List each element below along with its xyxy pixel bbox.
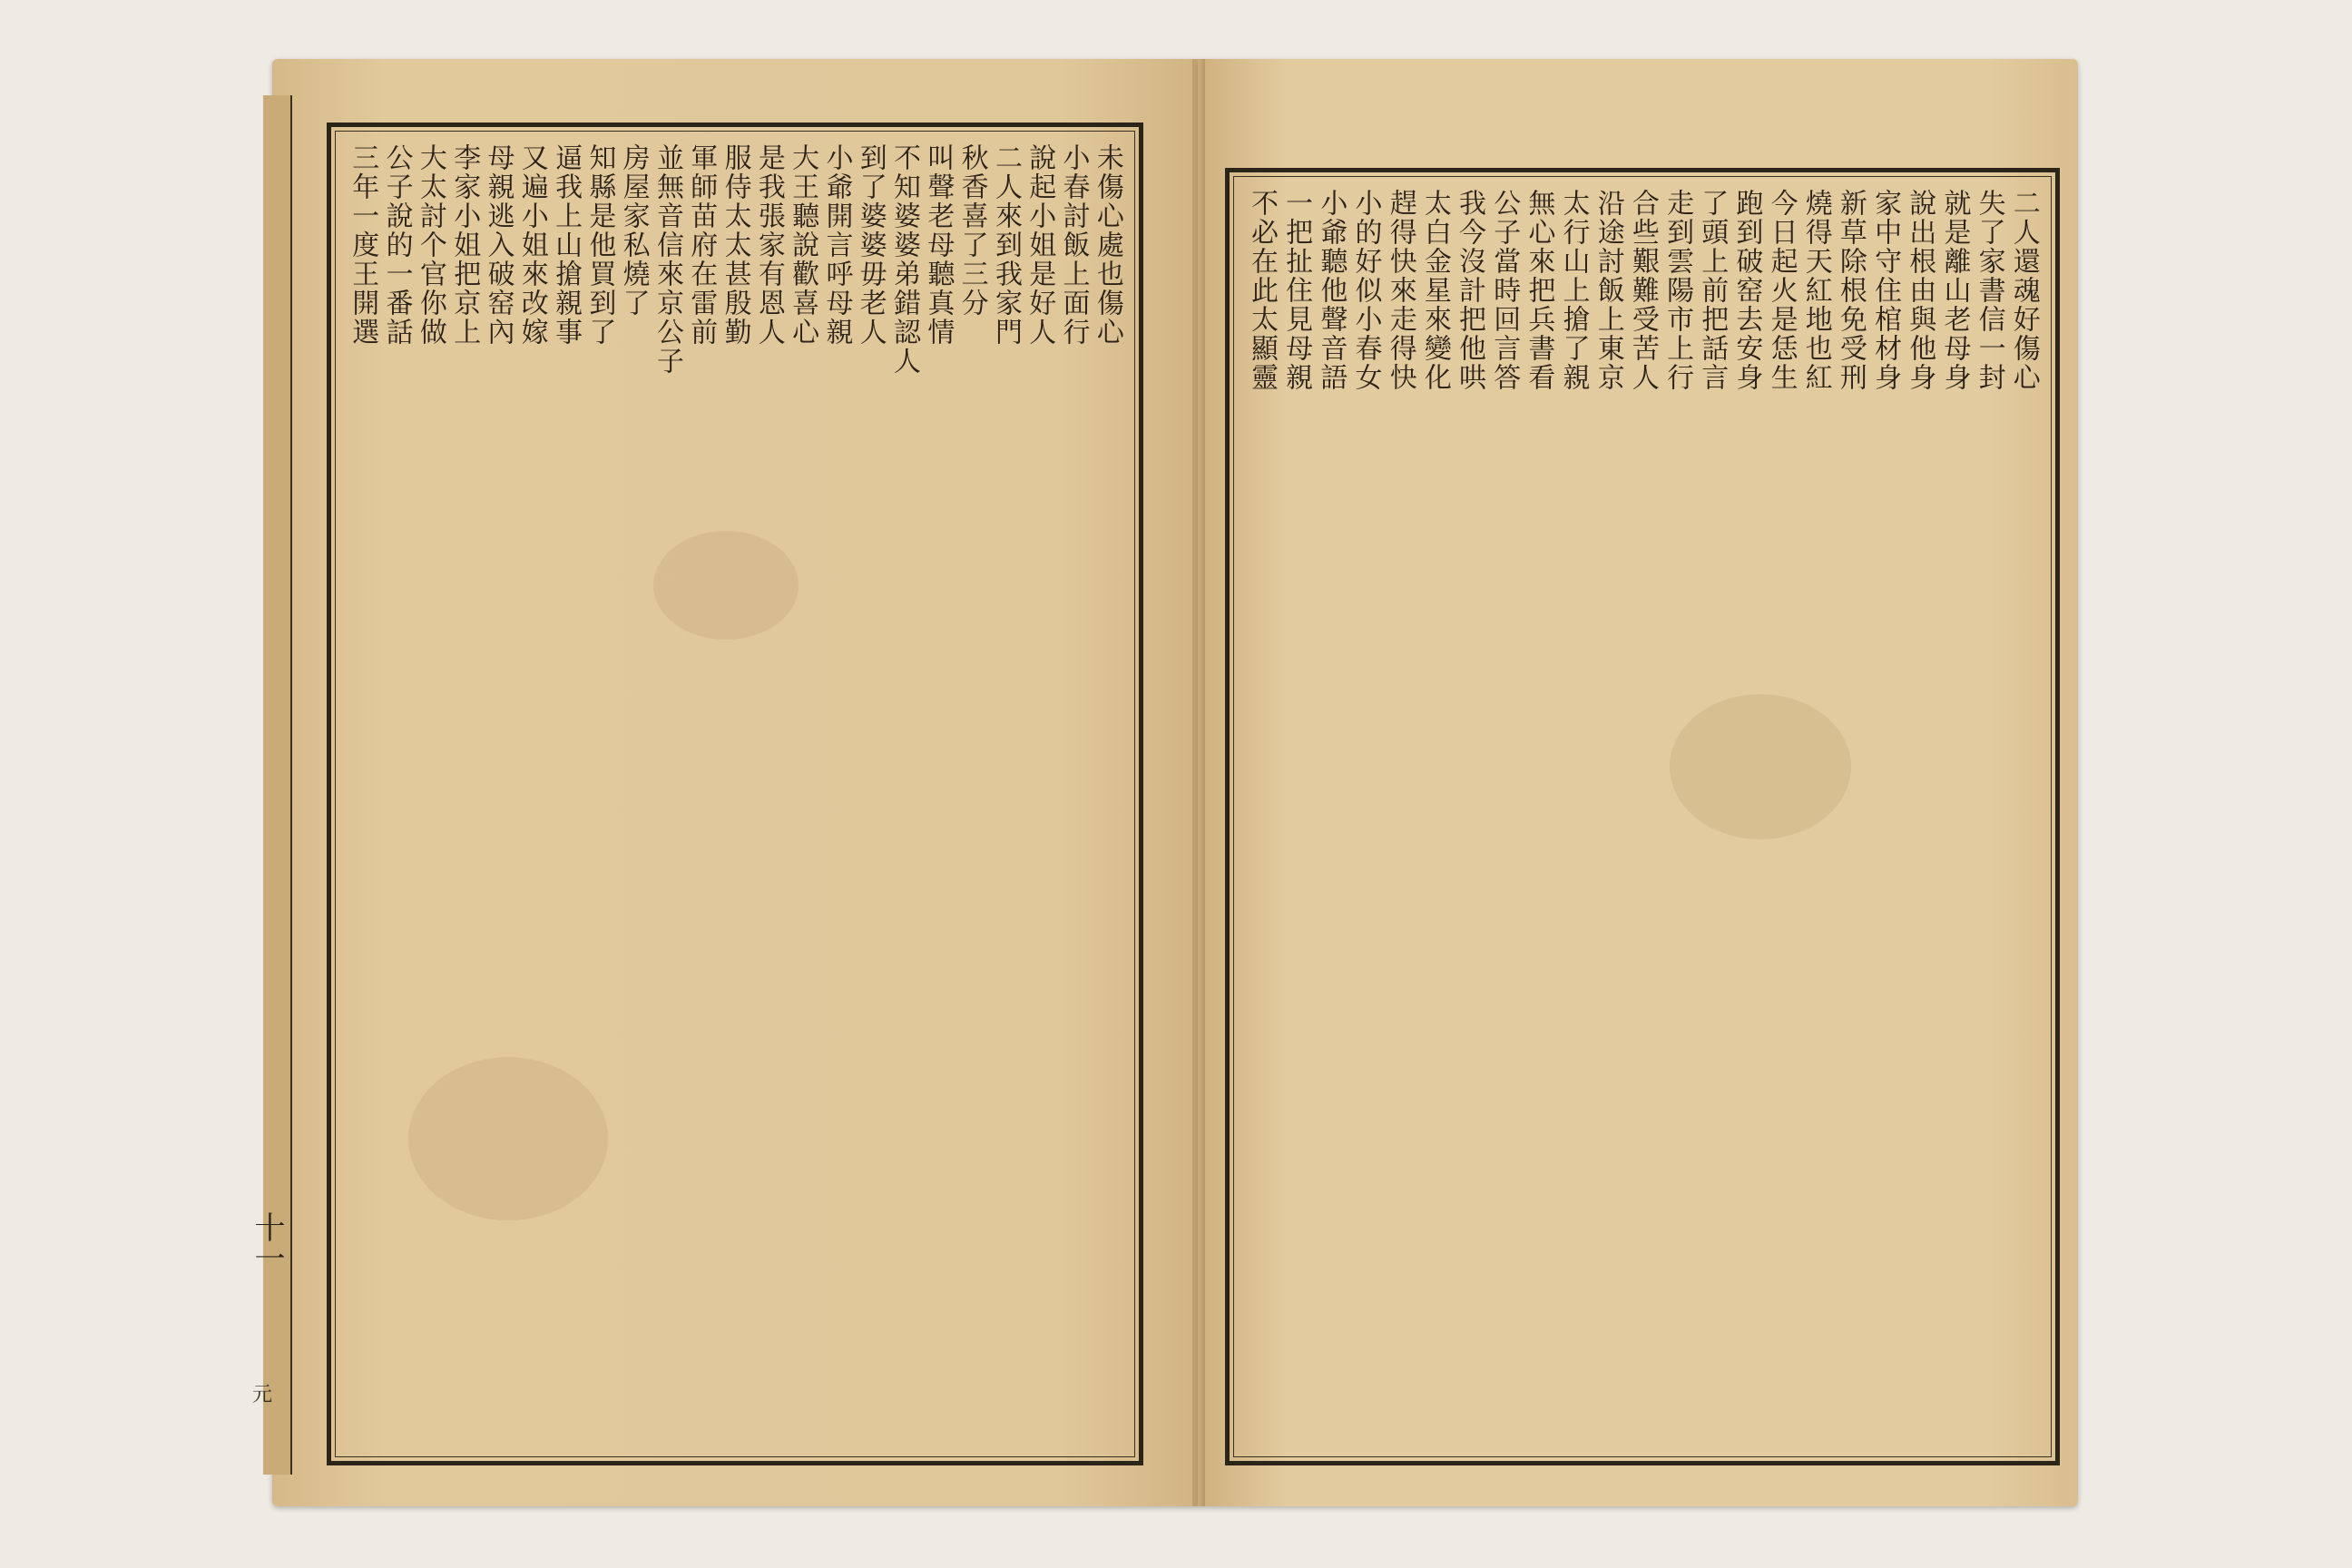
- text-column: 母親逃入破窑內: [482, 143, 514, 347]
- text-column: 叫聲老母聽真情: [922, 143, 955, 347]
- text-column: 房屋家私燒了: [617, 143, 650, 318]
- left-text-frame: [327, 122, 1143, 1465]
- book-gutter: [1192, 59, 1205, 1506]
- text-column: 沿途討飯上東京: [1592, 189, 1624, 392]
- text-column: 太白金星來變化: [1418, 189, 1451, 392]
- text-column: 趕得快來走得快: [1384, 189, 1416, 392]
- text-column: 大王聽說歡喜心: [787, 143, 819, 347]
- left-text-block: [346, 143, 1124, 1446]
- text-column: 不必在此太顯靈: [1246, 189, 1278, 392]
- text-column: 李家小姐把京上: [448, 143, 481, 347]
- text-column: 逼我上山搶親事: [550, 143, 583, 347]
- text-column: 無心來把兵書看: [1523, 189, 1555, 392]
- text-column: 二人來到我家門: [989, 143, 1022, 347]
- text-column: 失了家書信一封: [1973, 189, 2005, 392]
- text-column: 小爺開言呼母親: [820, 143, 853, 347]
- text-column: 小的好似小春女: [1349, 189, 1382, 392]
- text-column: 合些艱難受苦人: [1626, 189, 1659, 392]
- text-column: 小爺聽他聲音語: [1315, 189, 1348, 392]
- text-column: 跑到破窑去安身: [1730, 189, 1763, 392]
- text-column: 了頭上前把話言: [1696, 189, 1729, 392]
- text-column: 公子當時回言答: [1488, 189, 1521, 392]
- text-column: 到了婆婆毋老人: [854, 143, 887, 347]
- left-page: [249, 59, 1198, 1506]
- right-page: [1198, 59, 2078, 1506]
- text-column: 軍師苗府在雷前: [685, 143, 718, 347]
- text-column: 大太討个官你做: [414, 143, 446, 347]
- text-column: 二人還魂好傷心: [2007, 189, 2040, 392]
- text-column: 公子說的一番話: [380, 143, 413, 347]
- text-column: 服侍太太甚殷勤: [719, 143, 751, 347]
- text-column: 三年一度王開選: [347, 143, 379, 347]
- text-column: 並無音信來京公子: [651, 143, 683, 376]
- text-column: 是我張家有恩人: [752, 143, 785, 347]
- text-column: 未傷心處也傷心: [1091, 143, 1123, 347]
- text-column: 今日起火是恁生: [1765, 189, 1798, 392]
- text-column: 知縣是他買到了: [583, 143, 616, 347]
- text-column: 燒得天紅地也紅: [1799, 189, 1832, 392]
- text-column: 我今沒計把他哄: [1454, 189, 1486, 392]
- right-text-frame: [1225, 168, 2060, 1465]
- page-number: 十一: [249, 1211, 285, 1273]
- text-column: 家中守住棺材身: [1869, 189, 1902, 392]
- text-column: 說起小姐是好人: [1024, 143, 1056, 347]
- corner-mark: 元: [252, 1384, 273, 1406]
- text-column: 又遍小姐來改嫁: [515, 143, 548, 347]
- text-column: 太行山上搶了親: [1557, 189, 1590, 392]
- text-column: 說出根由與他身: [1904, 189, 1936, 392]
- text-column: 新草除根免受刑: [1834, 189, 1867, 392]
- text-column: 就是離山老母身: [1938, 189, 1971, 392]
- right-text-block: [1244, 189, 2041, 1446]
- text-column: 小春討飯上面行: [1057, 143, 1090, 347]
- text-column: 秋香喜了三分: [956, 143, 988, 318]
- text-column: 一把扯住見母親: [1280, 189, 1313, 392]
- text-column: 不知婆婆弟錯認人: [888, 143, 921, 376]
- book-spread: [249, 59, 2078, 1506]
- text-column: 走到雲陽市上行: [1661, 189, 1694, 392]
